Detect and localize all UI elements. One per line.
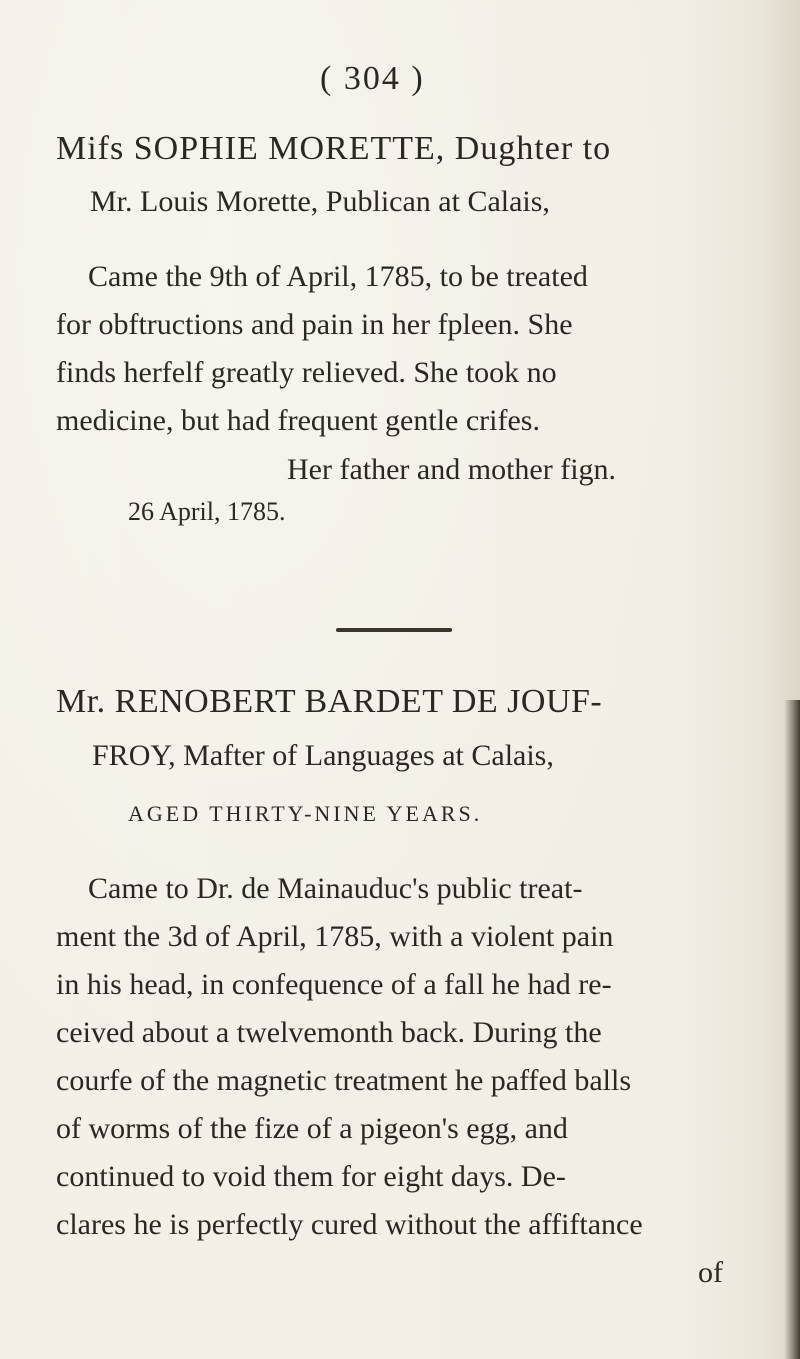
entry2-body-line: ment the 3d of April, 1785, with a violent pain bbox=[56, 920, 614, 953]
section-divider bbox=[336, 628, 452, 632]
entry1-subheading: Mr. Louis Morette, Publican at Calais, bbox=[90, 185, 550, 218]
page-edge-shadow bbox=[784, 700, 800, 1359]
page-number: ( 304 ) bbox=[320, 60, 425, 97]
entry2-heading: Mr. RENOBERT BARDET DE JOUF- bbox=[56, 683, 603, 720]
catchword: of bbox=[698, 1256, 723, 1289]
entry2-body-line: of worms of the fize of a pigeon's egg, and bbox=[56, 1112, 568, 1145]
entry2-subheading: FROY, Mafter of Languages at Calais, bbox=[92, 739, 554, 772]
entry2-body-line: Came to Dr. de Mainauduc's public treat- bbox=[88, 872, 583, 905]
entry2-body-line: clares he is perfectly cured without the affiftance bbox=[56, 1208, 643, 1241]
entry2-body-line: courfe of the magnetic treatment he paffed balls bbox=[56, 1064, 632, 1097]
entry2-body-line: in his head, in confequence of a fall he had re- bbox=[56, 968, 612, 1001]
entry1-body-line: for obftructions and pain in her fpleen. She bbox=[56, 308, 573, 341]
entry2-body-line: continued to void them for eight days. De- bbox=[56, 1160, 566, 1193]
entry2-age: AGED THIRTY-NINE YEARS. bbox=[128, 801, 483, 826]
entry2-body-line: ceived about a twelvemonth back. During the bbox=[56, 1016, 602, 1049]
entry1-body-line: finds herfelf greatly relieved. She took no bbox=[56, 356, 557, 389]
entry1-body-line: Came the 9th of April, 1785, to be treated bbox=[88, 260, 588, 293]
entry1-heading: Mifs SOPHIE MORETTE, Dughter to bbox=[56, 130, 612, 167]
entry1-signature-note: Her father and mother fign. bbox=[287, 453, 617, 486]
entry1-body-line: medicine, but had frequent gentle crifes. bbox=[56, 404, 540, 437]
entry1-date: 26 April, 1785. bbox=[128, 497, 286, 526]
